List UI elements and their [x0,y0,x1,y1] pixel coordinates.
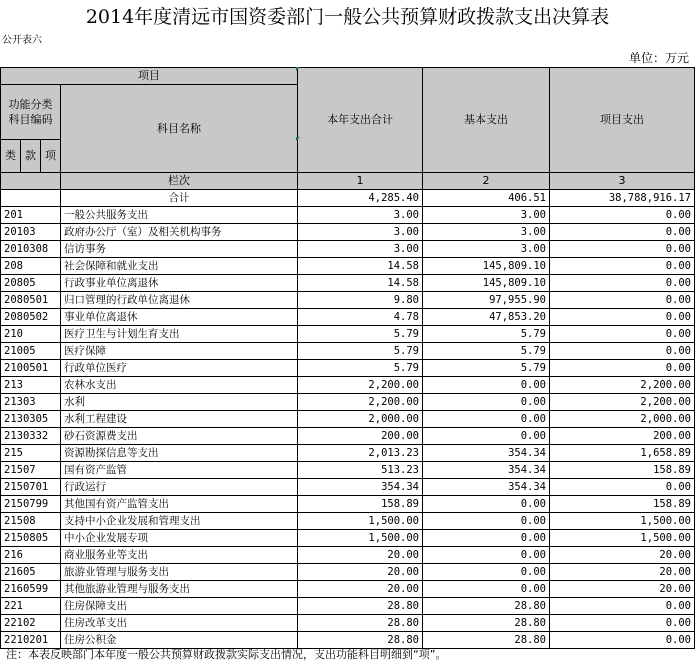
header-kuan: 款 [21,140,41,173]
row-name: 农林水支出 [61,377,298,394]
row-name: 信访事务 [61,241,298,258]
row-name: 住房保障支出 [61,598,298,615]
row-code: 20805 [1,275,61,292]
table-row [1,530,695,547]
row-basic: 47,853.20 [423,309,550,326]
row-name: 医疗保障 [61,343,298,360]
row-name: 国有资产监管 [61,462,298,479]
row-name: 行政运行 [61,479,298,496]
row-project: 0.00 [550,224,695,241]
cell-marker-icon [296,67,300,71]
table-row [1,360,695,377]
header-lanci: 栏次 [61,173,298,190]
header-idx-2: 2 [423,173,550,190]
row-code: 22102 [1,615,61,632]
row-total: 2,000.00 [298,411,423,428]
row-code: 2150701 [1,479,61,496]
row-total: 513.23 [298,462,423,479]
row-basic: 0.00 [423,394,550,411]
total-project: 38,788,916.17 [550,190,695,207]
row-code: 21507 [1,462,61,479]
row-project: 2,200.00 [550,394,695,411]
total-blank [1,190,61,207]
table-row [1,309,695,326]
row-project: 158.89 [550,462,695,479]
row-project: 0.00 [550,275,695,292]
row-code: 2010308 [1,241,61,258]
table-row [1,292,695,309]
row-code: 2080502 [1,309,61,326]
row-name: 砂石资源费支出 [61,428,298,445]
row-basic: 0.00 [423,581,550,598]
row-name: 社会保障和就业支出 [61,258,298,275]
row-project: 2,000.00 [550,411,695,428]
row-name: 事业单位离退休 [61,309,298,326]
row-project: 200.00 [550,428,695,445]
row-basic: 0.00 [423,377,550,394]
row-total: 20.00 [298,547,423,564]
row-code: 21605 [1,564,61,581]
table-row [1,241,695,258]
row-basic: 5.79 [423,326,550,343]
total-basic: 406.51 [423,190,550,207]
table-row [1,428,695,445]
row-project: 0.00 [550,326,695,343]
row-project: 1,500.00 [550,513,695,530]
row-code: 201 [1,207,61,224]
row-basic: 0.00 [423,428,550,445]
row-project: 0.00 [550,343,695,360]
row-total: 200.00 [298,428,423,445]
footnote: 注：本表反映部门本年度一般公共预算财政拨款实际支出情况，支出功能科目明细到“项”。 [6,648,447,661]
row-project: 0.00 [550,258,695,275]
row-total: 4.78 [298,309,423,326]
row-total: 28.80 [298,632,423,649]
row-total: 2,200.00 [298,377,423,394]
row-total: 20.00 [298,564,423,581]
row-basic: 0.00 [423,530,550,547]
table-row [1,615,695,632]
row-name: 水利工程建设 [61,411,298,428]
header-func-code: 功能分类科目编码 [1,85,61,140]
row-basic: 97,955.90 [423,292,550,309]
row-code: 2150799 [1,496,61,513]
row-project: 0.00 [550,207,695,224]
table-row [1,513,695,530]
row-name: 资源勘探信息等支出 [61,445,298,462]
row-total: 3.00 [298,241,423,258]
row-total: 158.89 [298,496,423,513]
table-body [1,190,695,649]
header-project: 项目 [1,68,298,85]
row-basic: 354.34 [423,479,550,496]
row-total: 2,200.00 [298,394,423,411]
row-name: 一般公共服务支出 [61,207,298,224]
row-code: 215 [1,445,61,462]
row-code: 213 [1,377,61,394]
row-name: 中小企业发展专项 [61,530,298,547]
row-name: 政府办公厅（室）及相关机构事务 [61,224,298,241]
row-project: 0.00 [550,309,695,326]
row-code: 21303 [1,394,61,411]
row-total: 9.80 [298,292,423,309]
total-row [1,190,695,207]
row-code: 21005 [1,343,61,360]
row-name: 其他旅游业管理与服务支出 [61,581,298,598]
table-row [1,598,695,615]
row-code: 210 [1,326,61,343]
row-project: 0.00 [550,479,695,496]
row-total: 28.80 [298,615,423,632]
row-basic: 5.79 [423,343,550,360]
table-row [1,547,695,564]
table-row [1,564,695,581]
header-xiang: 项 [41,140,61,173]
row-name: 行政单位医疗 [61,360,298,377]
row-total: 3.00 [298,207,423,224]
row-project: 1,658.89 [550,445,695,462]
row-total: 20.00 [298,581,423,598]
cell-marker-icon [296,137,300,141]
row-code: 221 [1,598,61,615]
table-row [1,581,695,598]
row-total: 1,500.00 [298,530,423,547]
row-name: 旅游业管理与服务支出 [61,564,298,581]
table-code: 公开表六 [2,35,42,46]
row-basic: 5.79 [423,360,550,377]
row-basic: 0.00 [423,411,550,428]
row-project: 20.00 [550,581,695,598]
row-basic: 0.00 [423,564,550,581]
row-project: 1,500.00 [550,530,695,547]
table-row [1,462,695,479]
row-total: 5.79 [298,360,423,377]
row-basic: 0.00 [423,496,550,513]
table-row [1,326,695,343]
row-name: 商业服务业等支出 [61,547,298,564]
row-basic: 28.80 [423,615,550,632]
row-name: 其他国有资产监管支出 [61,496,298,513]
row-basic: 354.34 [423,462,550,479]
row-total: 3.00 [298,224,423,241]
table-row [1,479,695,496]
row-project: 158.89 [550,496,695,513]
row-basic: 0.00 [423,547,550,564]
row-code: 2100501 [1,360,61,377]
row-project: 2,200.00 [550,377,695,394]
row-total: 354.34 [298,479,423,496]
row-project: 0.00 [550,241,695,258]
row-name: 水利 [61,394,298,411]
row-code: 2160599 [1,581,61,598]
total-label: 合计 [61,190,298,207]
table-row [1,224,695,241]
row-basic: 0.00 [423,513,550,530]
row-code: 2150805 [1,530,61,547]
table-row [1,496,695,513]
header-total: 本年支出合计 [298,68,423,173]
table-row [1,632,695,649]
table-row [1,207,695,224]
row-project: 0.00 [550,615,695,632]
row-total: 2,013.23 [298,445,423,462]
row-project: 0.00 [550,598,695,615]
row-code: 216 [1,547,61,564]
unit-label: 单位：万元 [628,51,689,65]
row-total: 5.79 [298,326,423,343]
row-basic: 145,809.10 [423,258,550,275]
header-lei: 类 [1,140,21,173]
row-project: 20.00 [550,547,695,564]
header-basic: 基本支出 [423,68,550,173]
table-row [1,377,695,394]
header-idx-3: 3 [550,173,695,190]
header-subject-name: 科目名称 [61,85,298,173]
row-code: 208 [1,258,61,275]
row-total: 14.58 [298,258,423,275]
table-row [1,343,695,360]
header-idx-1: 1 [298,173,423,190]
row-basic: 28.80 [423,598,550,615]
row-name: 医疗卫生与计划生育支出 [61,326,298,343]
row-name: 归口管理的行政单位离退休 [61,292,298,309]
table-row [1,394,695,411]
header-blank [1,173,61,190]
row-code: 2080501 [1,292,61,309]
row-code: 2210201 [1,632,61,649]
row-project: 0.00 [550,292,695,309]
header-project-exp: 项目支出 [550,68,695,173]
row-code: 20103 [1,224,61,241]
row-basic: 3.00 [423,241,550,258]
row-name: 行政事业单位离退休 [61,275,298,292]
row-basic: 3.00 [423,207,550,224]
row-basic: 3.00 [423,224,550,241]
expenditure-table [0,67,695,649]
row-total: 14.58 [298,275,423,292]
row-basic: 28.80 [423,632,550,649]
row-name: 住房改革支出 [61,615,298,632]
table-header [1,68,695,190]
row-code: 2130305 [1,411,61,428]
table-row [1,445,695,462]
row-basic: 145,809.10 [423,275,550,292]
row-basic: 354.34 [423,445,550,462]
total-total: 4,285.40 [298,190,423,207]
table-row [1,258,695,275]
row-total: 1,500.00 [298,513,423,530]
table-row [1,411,695,428]
row-project: 0.00 [550,632,695,649]
row-name: 支持中小企业发展和管理支出 [61,513,298,530]
row-name: 住房公积金 [61,632,298,649]
report-title: 2014年度清远市国资委部门一般公共预算财政拨款支出决算表 [85,6,610,28]
row-code: 21508 [1,513,61,530]
row-project: 0.00 [550,360,695,377]
row-total: 5.79 [298,343,423,360]
row-code: 2130332 [1,428,61,445]
table-row [1,275,695,292]
row-project: 20.00 [550,564,695,581]
row-total: 28.80 [298,598,423,615]
